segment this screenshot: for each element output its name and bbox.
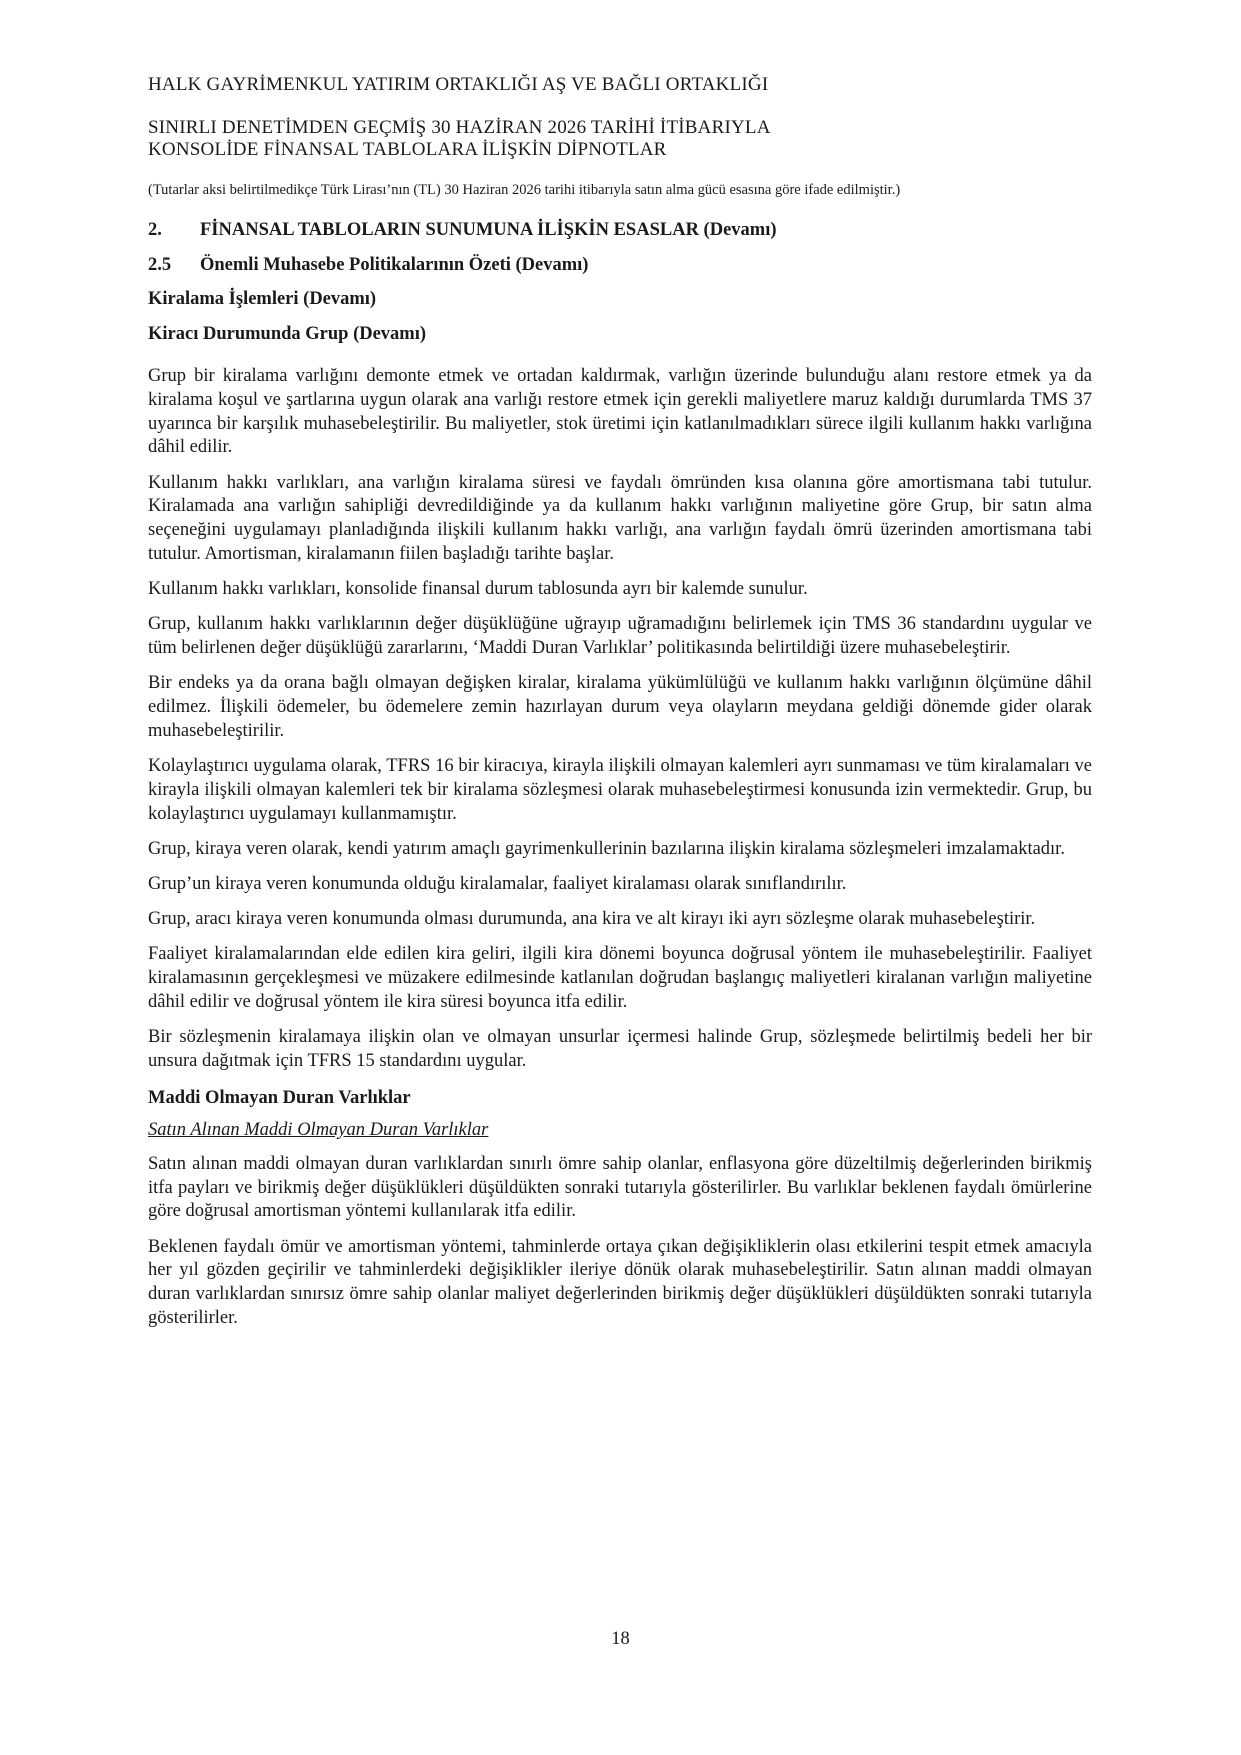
lessee-heading: Kiracı Durumunda Grup (Devamı)	[148, 324, 427, 344]
paragraph: Beklenen faydalı ömür ve amortisman yöntemi, tahminlerde ortaya çıkan değişikliklerin olası etkilerini tespit etmek amacıyla her yıl gözden geçirilir ve tahminlerdeki değişiklikler ileriye dönük olarak muhasebeleştirilir. Satın alınan maddi olmayan duran varlıklardan sınırsız ömre sahip olanlar maliyet değerlerinden birikmiş değer düşüklükleri düşüldükten sonraki tutarıyla gösterilirler.	[148, 1236, 1092, 1328]
currency-note: (Tutarlar aksi belirtilmedikçe Türk Lirası’nın (TL) 30 Haziran 2026 tarihi itibarıyla satın alma gücü esasına göre ifade edilmiştir.)	[148, 182, 901, 198]
paragraph: Faaliyet kiralamalarından elde edilen kira geliri, ilgili kira dönemi boyunca doğrusal yöntem ile muhasebeleştirilir. Faaliyet kiralamasının gerçekleşmesi ve müzakere edilmesinde katlanılan doğrudan başlangıç maliyetleri kiralanan varlığın maliyetine dâhil edilir ve doğrusal yöntem ile kira süresi boyunca itfa edilir.	[148, 944, 1092, 1013]
purchased-intangibles-subheading: Satın Alınan Maddi Olmayan Duran Varlıklar	[148, 1119, 489, 1140]
page-number: 18	[611, 1629, 630, 1649]
subsection-heading	[148, 254, 1092, 276]
subsection-number: 2.5	[148, 255, 172, 275]
paragraph: Bir sözleşmenin kiralamaya ilişkin olan ve olmayan unsurlar içermesi halinde Grup, sözleşmede belirtilmiş bedeli her bir unsura dağıtmak için TFRS 15 standardını uygular.	[148, 1027, 1092, 1072]
paragraph: Grup, kiraya veren olarak, kendi yatırım amaçlı gayrimenkullerinin bazılarına ilişkin kiralama sözleşmeleri imzalamaktadır.	[148, 838, 1065, 859]
paragraph: Bir endeks ya da orana bağlı olmayan değişken kiralar, kiralama yükümlülüğü ve kullanım hakkı varlığının ölçümüne dâhil edilmez. İlişkili ödemeler, bu ödemelere zemin hazırlayan durum veya olayların meydana geldiği dönemde gider olarak muhasebeleştirilir.	[148, 673, 1092, 741]
paragraph: Kullanım hakkı varlıkları, konsolide finansal durum tablosunda ayrı bir kalemde sunulur.	[148, 579, 808, 600]
paragraph: Kolaylaştırıcı uygulama olarak, TFRS 16 bir kiracıya, kirayla ilişkili olmayan kalemleri ayrı sunmaması ve tüm kiralamaları ve kirayla ilişkili olmayan kalemleri tek bir kiralama sözleşmesi olarak muhasebeleştirmesi konusunda izin vermektedir. Grup, bu kolaylaştırıcı uygulamayı kullanmamıştır.	[148, 756, 1092, 824]
company-name: HALK GAYRİMENKUL YATIRIM ORTAKLIĞI AŞ VE BAĞLI ORTAKLIĞI	[148, 74, 769, 95]
paragraph: Grup bir kiralama varlığını demonte etmek ve ortadan kaldırmak, varlığın üzerinde bulunduğu alanı restore etmek ya da kiralama koşul ve şartlarına uygun olarak ana varlığı restore etmek için gerekli maliyetlere maruz kaldığı durumlarda TMS 37 uyarınca bir karşılık muhasebeleştirilir. Bu maliyetler, stok üretimi için katlanılmadıkları sürece ilgili kullanım hakkı varlığına dâhil edilir.	[148, 366, 1092, 458]
subsection-title: Önemli Muhasebe Politikalarının Özeti (Devamı)	[200, 255, 589, 275]
intangibles-heading: Maddi Olmayan Duran Varlıklar	[148, 1087, 411, 1108]
paragraph: Grup, aracı kiraya veren konumunda olması durumunda, ana kira ve alt kirayı iki ayrı sözleşme olarak muhasebeleştirir.	[148, 909, 1036, 930]
document-page	[148, 74, 1092, 1342]
section-heading	[148, 219, 1092, 241]
paragraph: Satın alınan maddi olmayan duran varlıklardan sınırlı ömre sahip olanlar, enflasyona göre düzeltilmiş değerlerinden birikmiş itfa payları ve birikmiş değer düşüklükleri düşüldükten sonraki tutarıyla gösterilirler. Bu varlıklar beklenen faydalı ömürlerine göre doğrusal amortisman yöntemi kullanılarak itfa edilir.	[148, 1153, 1092, 1222]
section-title: FİNANSAL TABLOLARIN SUNUMUNA İLİŞKİN ESASLAR (Devamı)	[200, 220, 777, 240]
leasing-heading: Kiralama İşlemleri (Devamı)	[148, 289, 377, 309]
paragraph: Grup’un kiraya veren konumunda olduğu kiralamalar, faaliyet kiralaması olarak sınıflandırılır.	[148, 874, 847, 895]
report-title-line2: KONSOLİDE FİNANSAL TABLOLARA İLİŞKİN DİPNOTLAR	[148, 139, 667, 160]
section-number: 2.	[148, 220, 162, 240]
report-title-line1: SINIRLI DENETİMDEN GEÇMİŞ 30 HAZİRAN 2026 TARİHİ İTİBARIYLA	[148, 117, 771, 138]
paragraph: Kullanım hakkı varlıkları, ana varlığın kiralama süresi ve faydalı ömründen kısa olanına göre amortismana tabi tutulur. Kiralamada ana varlığın sahipliği devredildiğinde ya da kullanım hakkı varlığının maliyetine göre Grup, bir satın alma seçeneğini uygulamayı planladığında ilişkili kullanım hakkı varlığı, ana varlığın faydalı ömrü üzerinden amortismana tabi tutulur. Amortisman, kiralamanın fiilen başladığı tarihte başlar.	[148, 472, 1092, 564]
paragraph: Grup, kullanım hakkı varlıklarının değer düşüklüğüne uğrayıp uğramadığını belirlemek için TMS 36 standardını uygular ve tüm belirlenen değer düşüklüğü zararlarını, ‘Maddi Duran Varlıklar’ politikasında belirtildiği üzere muhasebeleştirir.	[148, 614, 1092, 659]
